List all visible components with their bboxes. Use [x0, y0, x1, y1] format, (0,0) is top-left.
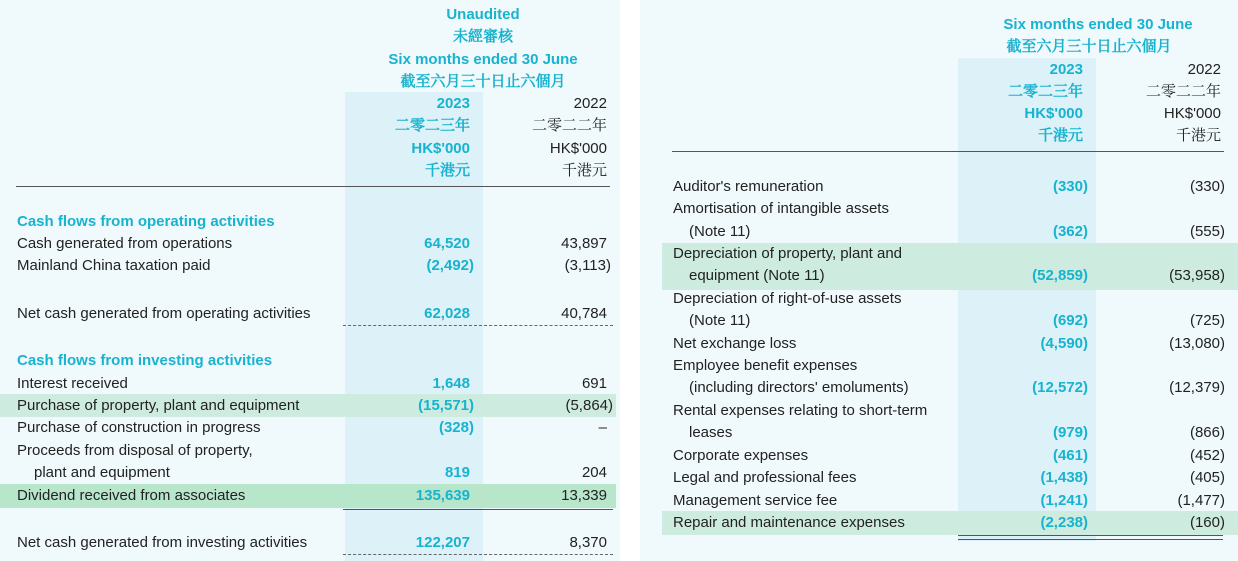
row-value-2023: 1,648: [432, 375, 470, 392]
period-label-zh: 截至六月三十日止六個月: [400, 73, 566, 90]
row-value-2022: (452): [1189, 447, 1225, 464]
col-2023-unit-zh: 千港元: [1037, 127, 1083, 144]
row-value-2023: 819: [444, 464, 470, 481]
row-value-2022: 40,784: [561, 305, 607, 322]
col-2022-year-zh: 二零二二年: [1145, 83, 1221, 100]
row-value-2023: (330): [1052, 178, 1088, 195]
row-label: Cash generated from operations: [17, 235, 233, 252]
row-value-2023: 122,207: [415, 534, 470, 551]
row-value-2022: (725): [1189, 312, 1225, 329]
row-label-cont: plant and equipment: [34, 464, 170, 481]
period-label: Six months ended 30 June: [388, 51, 578, 68]
col-2023-year: 2023: [436, 95, 470, 112]
row-label: Employee benefit expenses: [673, 357, 858, 374]
row-value-2023: (692): [1052, 312, 1088, 329]
col-2022-unit: HK$'000: [549, 140, 607, 157]
row-value-2023: (12,572): [1032, 379, 1088, 396]
row-value-2022: (160): [1189, 514, 1225, 531]
row-value-2022: (5,864): [565, 397, 613, 414]
row-value-2022: (53,958): [1169, 267, 1225, 284]
col-2023-year-zh: 二零二三年: [394, 117, 470, 134]
row-label-cont: leases: [689, 424, 733, 441]
row-value-2022: –: [598, 419, 607, 436]
row-value-2023: (15,571): [418, 397, 474, 414]
row-label: Depreciation of property, plant and: [673, 245, 903, 262]
row-label-cont: equipment (Note 11): [689, 267, 825, 284]
row-value-2023: (2,492): [426, 257, 474, 274]
row-value-2022: 13,339: [561, 487, 607, 504]
row-value-2023: (52,859): [1032, 267, 1088, 284]
subtotal-rule: [343, 509, 613, 510]
row-label: Net cash generated from operating activities: [17, 305, 311, 322]
row-value-2022: 43,897: [561, 235, 607, 252]
row-label: Management service fee: [673, 492, 838, 509]
row-label: Dividend received from associates: [17, 487, 246, 504]
row-label: Auditor's remuneration: [673, 178, 824, 195]
col-2022-year: 2022: [1187, 61, 1221, 78]
row-value-2023: (362): [1052, 223, 1088, 240]
row-value-2022: (12,379): [1169, 379, 1225, 396]
subtotal-rule: [343, 554, 613, 555]
col-2023-year-zh: 二零二三年: [1007, 83, 1083, 100]
row-label: Net exchange loss: [673, 335, 797, 352]
total-double-rule: [958, 535, 1223, 540]
row-label: Rental expenses relating to short-term: [673, 402, 928, 419]
row-value-2023: (979): [1052, 424, 1088, 441]
col-2023-unit-zh: 千港元: [424, 162, 470, 179]
row-value-2023: (1,241): [1040, 492, 1088, 509]
row-label: Mainland China taxation paid: [17, 257, 211, 274]
row-value-2023: (461): [1052, 447, 1088, 464]
row-label: Net cash generated from investing activities: [17, 534, 308, 551]
unaudited-label-zh: 未經審核: [452, 28, 513, 45]
row-label: Purchase of property, plant and equipment: [17, 397, 300, 414]
row-label-cont: (Note 11): [689, 312, 751, 329]
row-label: Amortisation of intangible assets: [673, 200, 889, 217]
row-value-2023: (1,438): [1040, 469, 1088, 486]
row-value-2023: (328): [438, 419, 474, 436]
row-value-2022: (3,113): [564, 257, 611, 274]
header-rule: [16, 186, 610, 187]
col-2023-year: 2023: [1049, 61, 1083, 78]
period-label: Six months ended 30 June: [1003, 16, 1193, 33]
row-label-cont: (Note 11): [689, 223, 751, 240]
col-2022-year-zh: 二零二二年: [531, 117, 607, 134]
header-rule: [672, 151, 1224, 152]
row-value-2022: (13,080): [1169, 335, 1225, 352]
subtotal-rule: [343, 325, 613, 326]
row-label-cont: (including directors' emoluments): [689, 379, 909, 396]
section-operating: Cash flows from operating activities: [17, 213, 275, 230]
row-label: Legal and professional fees: [673, 469, 857, 486]
col-2022-unit: HK$'000: [1163, 105, 1221, 122]
row-value-2022: (555): [1189, 223, 1225, 240]
col-2023-unit: HK$'000: [411, 140, 470, 157]
row-value-2022: (866): [1189, 424, 1225, 441]
period-label-zh: 截至六月三十日止六個月: [1006, 38, 1172, 55]
row-value-2022: (330): [1189, 178, 1225, 195]
row-value-2022: 204: [581, 464, 607, 481]
row-value-2023: (4,590): [1040, 335, 1088, 352]
row-value-2022: (405): [1189, 469, 1225, 486]
row-value-2022: 8,370: [569, 534, 607, 551]
row-label: Corporate expenses: [673, 447, 809, 464]
row-label: Proceeds from disposal of property,: [17, 442, 253, 459]
row-label: Depreciation of right-of-use assets: [673, 290, 902, 307]
row-value-2022: (1,477): [1177, 492, 1225, 509]
unaudited-label: Unaudited: [446, 6, 520, 23]
row-value-2023: 62,028: [424, 305, 470, 322]
col-2022-unit-zh: 千港元: [561, 162, 607, 179]
col-2023-unit: HK$'000: [1024, 105, 1083, 122]
row-value-2023: 135,639: [415, 487, 470, 504]
row-value-2023: (2,238): [1040, 514, 1088, 531]
row-label: Repair and maintenance expenses: [673, 514, 905, 531]
row-value-2022: 691: [581, 375, 607, 392]
col-2022-year: 2022: [573, 95, 607, 112]
col-2022-unit-zh: 千港元: [1175, 127, 1221, 144]
section-investing: Cash flows from investing activities: [17, 352, 273, 369]
row-label: Interest received: [17, 375, 128, 392]
row-label: Purchase of construction in progress: [17, 419, 261, 436]
row-value-2023: 64,520: [424, 235, 470, 252]
